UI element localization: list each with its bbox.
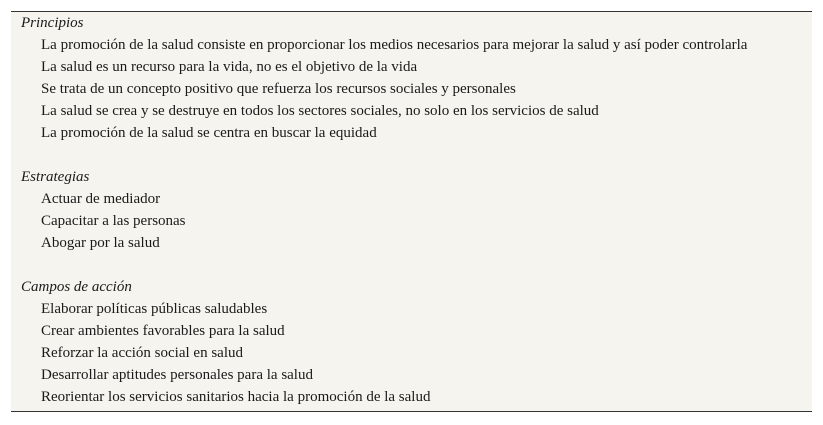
list-item: La salud se crea y se destruye en todos los sectores sociales, no solo en los servicios de salud	[41, 103, 599, 119]
section-campos-de-accion	[11, 276, 812, 408]
list-item: La promoción de la salud se centra en buscar la equidad	[41, 125, 377, 141]
health-promotion-table	[11, 11, 812, 412]
list-item: Se trata de un concepto positivo que refuerza los recursos sociales y personales	[41, 81, 516, 97]
list-item: Abogar por la salud	[41, 235, 160, 251]
list-item: Reorientar los servicios sanitarios hacia la promoción de la salud	[41, 389, 431, 405]
list-item: La promoción de la salud consiste en proporcionar los medios necesarios para mejorar la salud y así poder controlarla	[41, 37, 748, 53]
list-item: Capacitar a las personas	[41, 213, 186, 229]
section-heading: Estrategias	[21, 169, 90, 185]
section-heading: Campos de acción	[21, 279, 132, 295]
list-item: Desarrollar aptitudes personales para la salud	[41, 367, 313, 383]
section-heading: Principios	[21, 15, 84, 31]
list-item: Crear ambientes favorables para la salud	[41, 323, 285, 339]
list-item: Reforzar la acción social en salud	[41, 345, 243, 361]
list-item: Actuar de mediador	[41, 191, 161, 207]
list-item: La salud es un recurso para la vida, no es el objetivo de la vida	[41, 59, 418, 75]
list-item: Elaborar políticas públicas saludables	[41, 301, 268, 317]
section-estrategias	[11, 166, 812, 254]
section-principios	[11, 12, 812, 144]
